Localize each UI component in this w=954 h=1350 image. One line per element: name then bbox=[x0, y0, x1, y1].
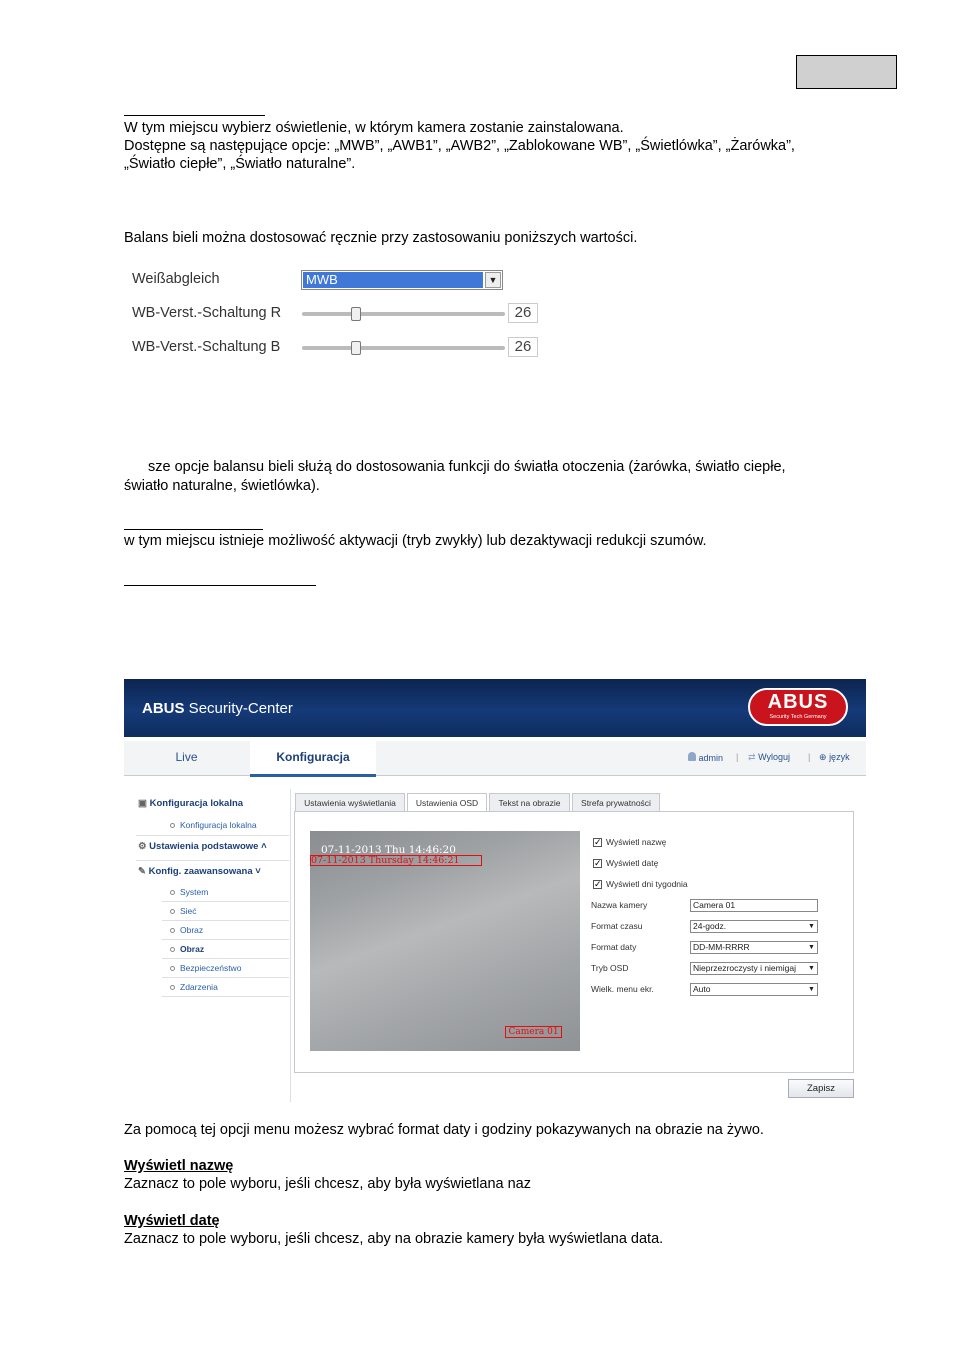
save-button[interactable]: Zapisz bbox=[788, 1079, 854, 1098]
header-box bbox=[796, 55, 897, 89]
chevron-down-icon: ▼ bbox=[808, 923, 815, 930]
user-icon bbox=[688, 752, 696, 761]
chevron-down-icon: ▼ bbox=[808, 986, 815, 993]
osd-mode-select[interactable]: Nieprzezroczysty i niemigaj ▼ bbox=[690, 962, 818, 975]
bullet-icon bbox=[170, 909, 175, 914]
intro-line-2: Dostępne są następujące opcje: „MWB”, „AWB1”, „AWB2”, „Zablokowane WB”, „Świetlówka”, „Żarówka”, bbox=[124, 138, 795, 154]
camera-name-label: Nazwa kamery bbox=[591, 900, 648, 910]
wb-r-slider[interactable] bbox=[302, 312, 505, 316]
heading-underline-3 bbox=[124, 585, 316, 586]
abus-logo: ABUS Security Tech Germany bbox=[748, 688, 848, 726]
tab-display-settings[interactable]: Ustawienia wyświetlania bbox=[295, 793, 405, 811]
language-link[interactable]: ⊕ język bbox=[819, 752, 850, 762]
camera-preview[interactable] bbox=[310, 831, 580, 1051]
wrench-icon: ✎ bbox=[138, 866, 146, 877]
chevron-down-icon: ▼ bbox=[808, 965, 815, 972]
bullet-icon bbox=[170, 985, 175, 990]
sidebar-item-security[interactable]: Bezpieczeństwo bbox=[180, 963, 242, 973]
show-name-label: Wyświetl nazwę bbox=[606, 837, 667, 847]
sidebar-item-image-active[interactable]: Obraz bbox=[180, 944, 205, 954]
intro-line-3: „Światło ciepłe”, „Światło naturalne”. bbox=[124, 156, 356, 172]
show-weekday-label: Wyświetl dni tygodnia bbox=[606, 879, 688, 889]
menu-size-label: Wielk. menu ekr. bbox=[591, 984, 654, 994]
bullet-icon bbox=[170, 823, 175, 828]
heading-underline-1 bbox=[124, 115, 265, 116]
osd-settings-screenshot bbox=[124, 679, 866, 1102]
wb-select-value: MWB bbox=[303, 272, 483, 288]
show-name-text: Zaznacz to pole wyboru, jeśli chcesz, aby była wyświetlana naz bbox=[124, 1176, 531, 1192]
bullet-icon bbox=[170, 890, 175, 895]
wb-b-slider-handle[interactable] bbox=[351, 341, 361, 355]
show-date-text: Zaznacz to pole wyboru, jeśli chcesz, aby na obrazie kamery była wyświetlana data. bbox=[124, 1231, 664, 1247]
sidebar-local-config[interactable]: ▣ Konfiguracja lokalna bbox=[138, 798, 244, 809]
sidebar-item-network[interactable]: Sieć bbox=[180, 906, 197, 916]
sidebar-local-config-sub[interactable]: Konfiguracja lokalna bbox=[180, 820, 257, 830]
manual-text: Balans bieli można dostosować ręcznie przy zastosowaniu poniższych wartości. bbox=[124, 230, 638, 246]
time-format-label: Format czasu bbox=[591, 921, 643, 931]
date-format-select[interactable]: DD-MM-RRRR ▼ bbox=[690, 941, 818, 954]
osd-mode-label: Tryb OSD bbox=[591, 963, 629, 973]
osd-description: Za pomocą tej opcji menu możesz wybrać format daty i godziny pokazywanych na obrazie na żywo. bbox=[124, 1122, 764, 1138]
app-header bbox=[124, 679, 866, 737]
intro-line-1: W tym miejscu wybierz oświetlenie, w którym kamera zostanie zainstalowana. bbox=[124, 120, 624, 136]
tab-live[interactable]: Live bbox=[175, 750, 198, 764]
wb-r-slider-handle[interactable] bbox=[351, 307, 361, 321]
time-format-select[interactable]: 24-godz. ▼ bbox=[690, 920, 818, 933]
show-name-checkbox[interactable]: ✓ bbox=[594, 837, 602, 847]
logout-link[interactable]: ⇄ Wyloguj bbox=[748, 752, 790, 762]
osd-datetime-display: 07-11-2013 Thu 14:46:20 bbox=[321, 844, 456, 856]
show-date-checkbox[interactable]: ✓ bbox=[594, 858, 602, 868]
bullet-icon bbox=[170, 966, 175, 971]
sidebar-item-image[interactable]: Obraz bbox=[180, 925, 204, 935]
monitor-icon: ▣ bbox=[138, 798, 147, 809]
wb-select[interactable] bbox=[301, 270, 503, 290]
settings-icon: ⚙ bbox=[138, 841, 147, 852]
tab-osd-settings[interactable]: Ustawienia OSD bbox=[407, 793, 487, 812]
tab-text-overlay[interactable]: Tekst na obrazie bbox=[489, 793, 570, 811]
wb-r-label: WB-Verst.-Schaltung R bbox=[132, 305, 282, 321]
wb-b-label: WB-Verst.-Schaltung B bbox=[132, 339, 281, 355]
show-weekday-checkbox[interactable]: ✓ bbox=[594, 879, 602, 889]
sidebar-item-events[interactable]: Zdarzenia bbox=[180, 982, 218, 992]
main-nav: Live Konfiguracja admin | ⇄ Wyloguj | ⊕ język bbox=[124, 741, 866, 776]
chevron-down-icon: ▼ bbox=[808, 944, 815, 951]
wb-b-value[interactable]: 26 bbox=[508, 337, 538, 357]
user-menu[interactable]: admin bbox=[688, 752, 723, 763]
tab-konfiguracja[interactable]: Konfiguracja bbox=[250, 741, 376, 777]
logout-icon: ⇄ bbox=[748, 752, 756, 762]
para2-line-1: sze opcje balansu bieli służą do dostosowania funkcji do światła otoczenia (żarówka, światło ciepłe, bbox=[148, 459, 786, 475]
chevron-down-icon[interactable]: ▼ bbox=[485, 272, 501, 288]
osd-datetime-frame[interactable]: 07-11-2013 Thursday 14:46:21 bbox=[310, 855, 482, 866]
osd-camera-name-frame[interactable]: Camera 01 bbox=[505, 1026, 562, 1038]
wb-r-value[interactable]: 26 bbox=[508, 303, 538, 323]
show-date-label: Wyświetl datę bbox=[606, 858, 659, 868]
sidebar-advanced[interactable]: ✎ Konfig. zaawansowana ˅ bbox=[138, 866, 261, 877]
bullet-icon bbox=[170, 947, 175, 952]
wb-b-slider[interactable] bbox=[302, 346, 505, 350]
noise-text: w tym miejscu istnieje możliwość aktywacji (tryb zwykły) lub dezaktywacji redukcji szumów. bbox=[124, 533, 707, 549]
show-name-heading: Wyświetl nazwę bbox=[124, 1158, 234, 1174]
bullet-icon bbox=[170, 928, 175, 933]
show-date-heading: Wyświetl datę bbox=[124, 1213, 220, 1229]
heading-underline-2 bbox=[124, 529, 263, 530]
globe-icon: ⊕ bbox=[819, 752, 827, 762]
chevron-down-icon: ˅ bbox=[255, 866, 261, 877]
date-format-label: Format daty bbox=[591, 942, 637, 952]
chevron-up-icon: ˄ bbox=[261, 841, 267, 852]
tab-privacy-mask[interactable]: Strefa prywatności bbox=[572, 793, 660, 811]
wb-label: Weißabgleich bbox=[132, 271, 220, 287]
menu-size-select[interactable]: Auto ▼ bbox=[690, 983, 818, 996]
sidebar-basic[interactable]: ⚙ Ustawienia podstawowe ˄ bbox=[138, 841, 267, 852]
sidebar-item-system[interactable]: System bbox=[180, 887, 209, 897]
camera-name-input[interactable]: Camera 01 bbox=[690, 899, 818, 912]
para2-line-2: światło naturalne, świetlówka). bbox=[124, 478, 320, 494]
app-title: ABUS Security-Center bbox=[142, 700, 293, 717]
